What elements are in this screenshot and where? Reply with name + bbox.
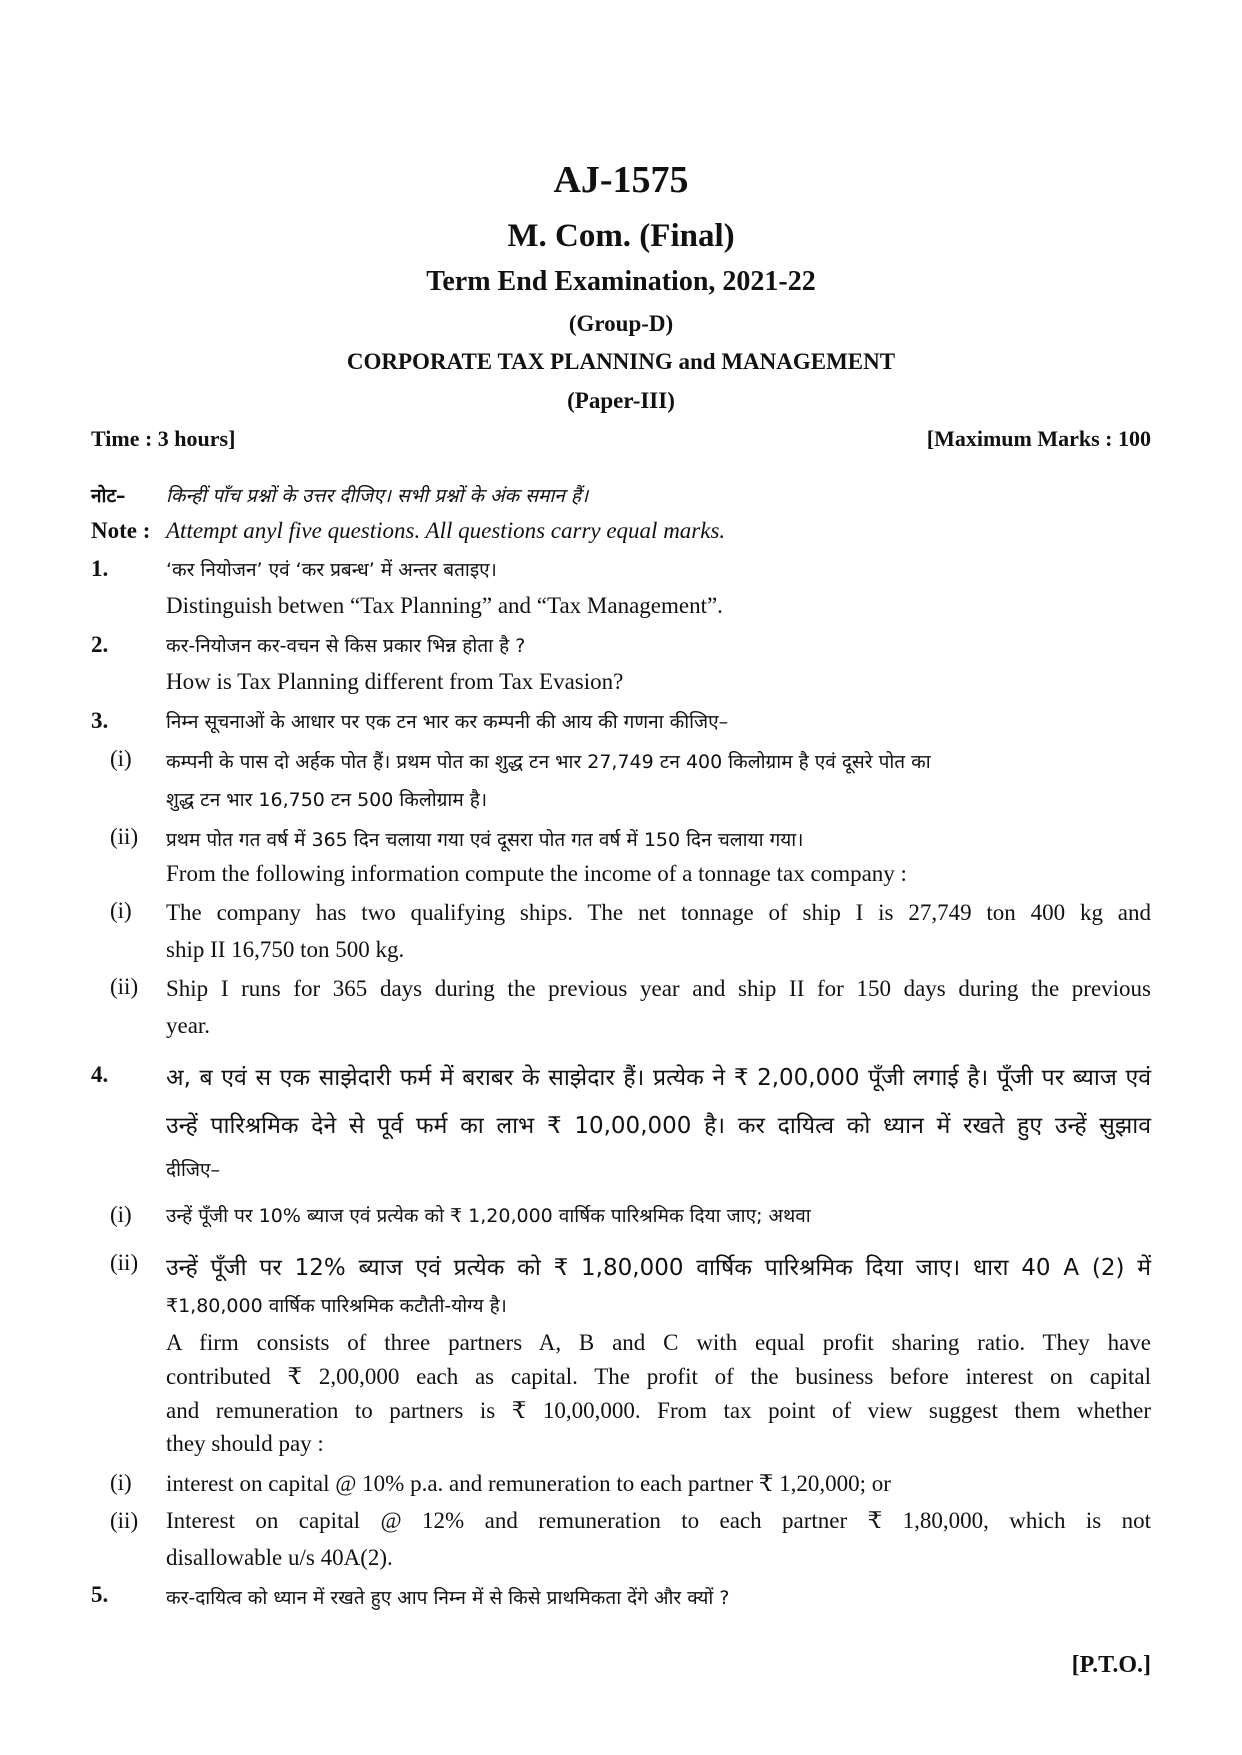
note-hindi-text: किन्हीं पाँच प्रश्नों के उत्तर दीजिए। सभी प्रश्नों के अंक समान हैं।: [166, 485, 589, 507]
question-english-line: A firm consists of three partners A, B and C with equal profit sharing ratio. They have: [166, 1330, 1151, 1355]
subpart-hindi-line: उन्हें पूँजी पर 12% ब्याज एवं प्रत्येक को ₹ 1,80,000 वार्षिक पारिश्रमिक दिया जाए। धारा 40 A (2) में: [166, 1255, 1151, 1281]
subpart-english-line: Interest on capital @ 12% and remuneration to each partner ₹ 1,80,000, which is not: [166, 1508, 1151, 1533]
note-hindi-label: नोट–: [91, 485, 126, 507]
question-hindi-line: उन्हें पारिश्रमिक देने से पूर्व फर्म का लाभ ₹ 10,00,000 है। कर दायित्व को ध्यान में रखते हुए उन्हें सुझाव: [166, 1113, 1151, 1139]
subpart-english-line: disallowable u/s 40A(2).: [166, 1545, 393, 1570]
please-turn-over: [P.T.O.]: [1071, 1652, 1151, 1678]
exam-title: Term End Examination, 2021-22: [426, 266, 816, 297]
paper-label: (Paper-III): [567, 388, 675, 413]
subpart-number: (ii): [110, 1508, 139, 1533]
note-english-text: Attempt anyl five questions. All questions carry equal marks.: [166, 518, 726, 543]
subpart-hindi-line: शुद्ध टन भार 16,750 टन 500 किलोग्राम है।: [166, 789, 488, 811]
subpart-number: (ii): [110, 1250, 139, 1275]
subpart-hindi-line: प्रथम पोत गत वर्ष में 365 दिन चलाया गया एवं दूसरा पोत गत वर्ष में 150 दिन चलाया गया।: [166, 829, 804, 851]
subpart-english-line: ship II 16,750 ton 500 kg.: [166, 937, 405, 962]
maximum-marks: [Maximum Marks : 100: [926, 426, 1151, 451]
paper-code: AJ-1575: [553, 159, 689, 201]
question-english-line: contributed ₹ 2,00,000 each as capital. The profit of the business before interest on capital: [166, 1364, 1151, 1389]
subpart-number: (ii): [110, 974, 139, 999]
subpart-english-line: The company has two qualifying ships. The net tonnage of ship I is 27,749 ton 400 kg and: [166, 900, 1151, 925]
question-english: Distinguish betwen “Tax Planning” and “Tax Management”.: [166, 593, 723, 618]
question-english-line: they should pay :: [166, 1431, 324, 1456]
note-english-label: Note :: [91, 518, 151, 543]
time-allowed: Time : 3 hours]: [91, 426, 236, 451]
question-english: From the following information compute the income of a tonnage tax company :: [166, 861, 907, 886]
subpart-hindi-line: उन्हें पूँजी पर 10% ब्याज एवं प्रत्येक को ₹ 1,20,000 वार्षिक पारिश्रमिक दिया जाए; अथवा: [166, 1205, 811, 1227]
subpart-number: (i): [110, 1470, 132, 1495]
subpart-hindi-line: कम्पनी के पास दो अर्हक पोत हैं। प्रथम पोत का शुद्ध टन भार 27,749 टन 400 किलोग्राम है एवं दूसरे पोत का: [166, 751, 931, 773]
subpart-number: (i): [110, 898, 132, 923]
question-number: 1.: [91, 556, 109, 581]
question-hindi: कर-नियोजन कर-वचन से किस प्रकार भिन्न होता है ?: [166, 635, 526, 657]
group-label: (Group-D): [568, 311, 674, 336]
course-title: M. Com. (Final): [507, 218, 735, 254]
question-number: 3.: [91, 708, 109, 733]
question-english-line: and remuneration to partners is ₹ 10,00,000. From tax point of view suggest them whether: [166, 1398, 1151, 1423]
subpart-number: (i): [110, 746, 132, 771]
subpart-english-line: year.: [166, 1013, 211, 1038]
question-hindi: ‘कर नियोजन’ एवं ‘कर प्रबन्ध’ में अन्तर बताइए।: [166, 559, 497, 581]
question-hindi: कर-दायित्व को ध्यान में रखते हुए आप निम्न में से किसे प्राथमिकता देंगे और क्यों ?: [166, 1587, 730, 1609]
question-english: How is Tax Planning different from Tax Evasion?: [166, 669, 624, 694]
subpart-english-line: interest on capital @ 10% p.a. and remuneration to each partner ₹ 1,20,000; or: [166, 1471, 891, 1496]
subpart-number: (ii): [110, 824, 139, 849]
question-number: 5.: [91, 1582, 109, 1607]
question-hindi-line: अ, ब एवं स एक साझेदारी फर्म में बराबर के साझेदार हैं। प्रत्येक ने ₹ 2,00,000 पूँजी लगाई है। पूँजी पर ब्याज एवं: [166, 1065, 1151, 1091]
question-hindi: निम्न सूचनाओं के आधार पर एक टन भार कर कम्पनी की आय की गणना कीजिए–: [166, 711, 729, 733]
question-hindi-line: दीजिए–: [166, 1159, 221, 1181]
subpart-hindi-line: ₹1,80,000 वार्षिक पारिश्रमिक कटौती-योग्य है।: [166, 1295, 507, 1317]
question-number: 4.: [91, 1062, 109, 1087]
question-number: 2.: [91, 632, 109, 657]
subject-title: CORPORATE TAX PLANNING and MANAGEMENT: [346, 349, 896, 374]
subpart-english-line: Ship I runs for 365 days during the previous year and ship II for 150 days during the previous: [166, 976, 1151, 1001]
subpart-number: (i): [110, 1202, 132, 1227]
